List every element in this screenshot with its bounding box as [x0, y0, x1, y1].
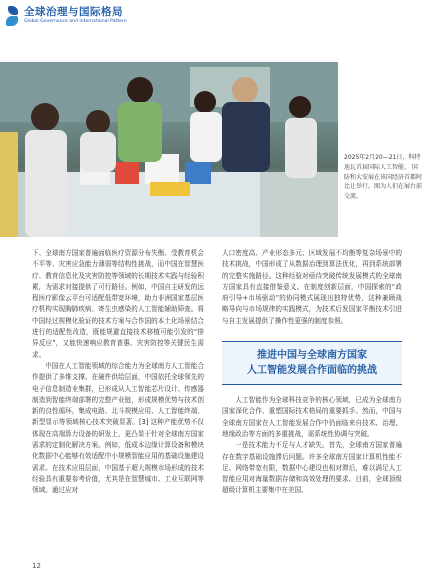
body-paragraph: 人口密度高、产业形态多元、区域发展不均衡等复杂场景中的技术挑战，中国形成了从数据治理到算法优化，再到系统部署的完整实施路径。这种经验对亟待突破传统发展模式的全球南方国家具有直接借鉴意义。在制度创新层面，中国探索的“政府引导+市场驱动”的协同模式展现出独特优势，这种兼顾战略导向与市场规律的实践模式，为技术后发国家平衡技术引进与自主发展提供了操作性更强的制度参照。	[222, 249, 402, 325]
section-title-line-1: 推进中国与全球南方国家	[257, 350, 367, 362]
section-title-line-2: 人工智能发展合作面临的挑战	[247, 365, 377, 377]
body-paragraph: 一是技术能力不足与人才缺失。首先，全球南方国家普遍存在数字基础设施滞后问题。许多全球南方国家计算机性能不足、网络带宽有限，数据中心建设也相对滞后，难以满足人工智能应用对海量数据存储和高效处理的要求。目前，全球顶级超级计算机主要集中在美国、	[222, 441, 402, 495]
body-paragraph: 下、全球南方国家普遍面临医疗资源分布失衡、受教育机会不平等、灾害应急能力薄弱等结构性挑战，而中国在智慧医疗、教育信息化及灾害防控等领域的长期技术实践与经验积累，为需求对接提供了可行路径。例如，中国自主研发的远程医疗影像云平台可适配低带宽环境，助力非洲国家基层医疗机构实现胸肺疾病、寄生虫感染的人工智能辅助筛查。将中国经过规模化验证的技术方案与合作国的本土化场景结合进行的适配性改造，既能规避直接技术移植可能引发的“排异反应”，又能快速响应教育普惠、灾害防控等关键民生需求。	[32, 249, 204, 359]
journal-subtitle: Global Governance and International Pattern	[24, 19, 127, 24]
body-right-column	[222, 248, 402, 497]
photo-caption: 2025年2月20—21日，科特迪瓦首届国际人工智能、 国防和大安展在该国经济首都阿比让举行。图为人们在展台前交流。	[344, 154, 423, 201]
exhibition-scene-illustration	[0, 62, 338, 237]
page-number: 12	[32, 562, 41, 570]
body-paragraph: 人工智能作为全球科技竞争的核心领域，已成为全球南方国家深化合作、重塑国际技术格局的重要抓手。然而，中国与全球南方国家在人工智能发展合作中仍面临来自技术、治理、地缘政治等方面的多重挑战，需系统性协调与突破。	[222, 396, 402, 438]
body-left-column	[32, 248, 204, 497]
journal-title: 全球治理与国际格局	[24, 6, 123, 18]
journal-header	[6, 6, 127, 28]
body-paragraph: 中国在人工智能领域的综合能力为全球南方人工智能合作提供了多维支撑。在硬件供给层面，中国依托全球领先的电子信息制造业集群，已形成从人工智能芯片设计、传感器制造到智能终端部署的完整产业链，形成规模优势与技术创新的良性循环，集成电路、北斗规模应用、人工智能终端、新型显示等领域核心技术突破显著。[3] 这种产能优势不仅体现在高端算力设备的研发上，更凸显于针对全球南方国家需求的定制化解决方案。例如，低成本边缘计算设备和模块化数据中心能够有效适配中小规模智能应用的基础设施建设需求。在技术应用层面，中国基于超大规模市场形成的技术经验具有重要参考价值，尤其是在智慧城市、工业互联网等领域。通过应对	[32, 361, 204, 495]
section-heading	[222, 341, 402, 385]
journal-logo-icon	[6, 6, 20, 28]
exhibition-photo	[0, 62, 338, 237]
